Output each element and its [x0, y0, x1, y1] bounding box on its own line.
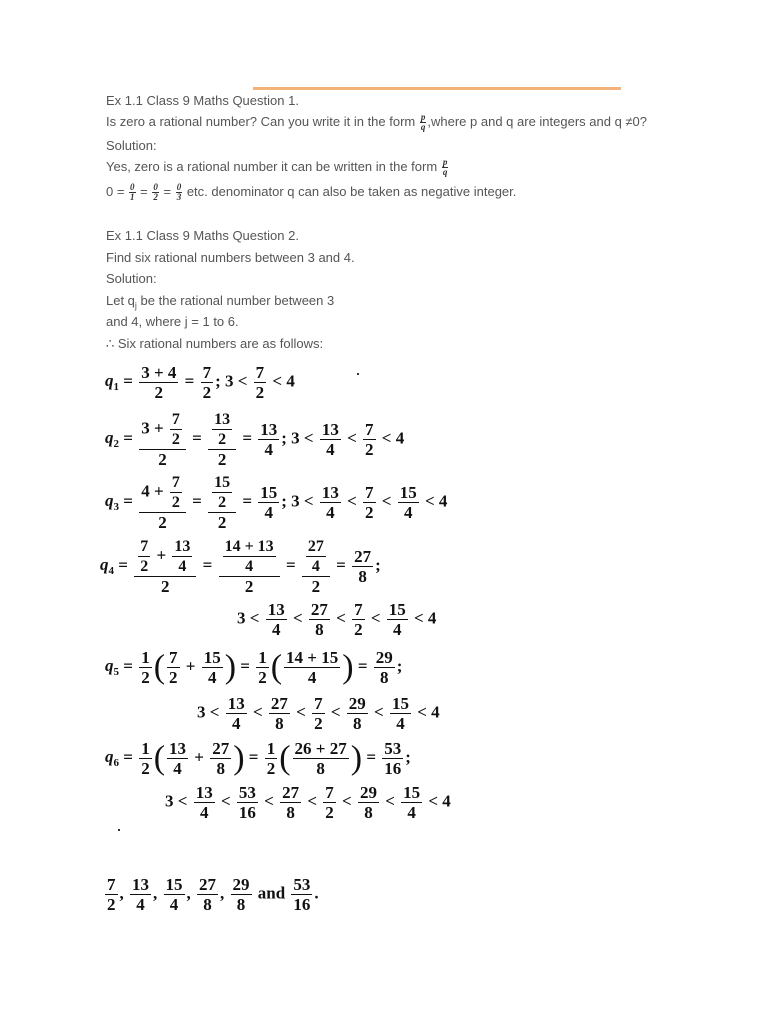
equation-q4: $q_4$ = $\frac{7}{2}$ + $\frac{13}{4}$ 2 = $\frac{\frac{14 + 13}{4}}{2}$ = $\frac{\frac{27}{4}}{2}$ = $\frac{27}{8}$ ; [100, 538, 381, 596]
q2-solution-label: Solution: [106, 271, 157, 286]
equation-q2: $q_2$ = 3 + $\frac{7}{2}$ 2 = $\frac{\frac{13}{2}}{2}$ = $\frac{13}{4}$ ; 3 < $\frac{13}{4}$ < $\frac{7}{2}$ < 4 [105, 411, 405, 469]
answer-fraction: $\frac{53}{16}$ [293, 875, 311, 914]
equation-q5: $q_5$ = $\frac{1}{2}$ ( $\frac{7}{2}$ + $\frac{15}{4}$ ) = $\frac{1}{2}$ ( $\frac{14 + 15}{4}$ ) = $\frac{29}{8}$ ; [105, 648, 403, 687]
q2-question: Find six rational numbers between 3 and 4. [106, 250, 355, 265]
equation-q1: $q_1$ = $\frac{3 + 4}{2}$ = $\frac{7}{2}$ ; 3 < $\frac{7}{2}$ < 4 [105, 363, 295, 402]
q1-example: 0 = $\frac{0}{1}$ = $\frac{0}{2}$ = $\frac{0}{3}$ etc. denominator q can also be taken as negative integer. [106, 182, 517, 203]
and-word: and [253, 883, 290, 903]
q1-solution-label: Solution: [106, 138, 157, 153]
speck-2 [118, 829, 120, 831]
q2-where-line: and 4, where j = 1 to 6. [106, 314, 239, 329]
q2-therefore-line: ∴ Six rational numbers are as follows: [106, 336, 324, 351]
answer-fraction: $\frac{27}{8}$ [199, 875, 216, 914]
q2-title: Ex 1.1 Class 9 Maths Question 2. [106, 228, 299, 243]
q1-answer: Yes, zero is a rational number it can be written in the form $\frac{p}{q}$ [106, 157, 448, 178]
answer-fraction: $\frac{15}{4}$ [165, 875, 183, 914]
speck [357, 373, 359, 375]
header-rule [253, 87, 621, 90]
equation-q6: $q_6$ = $\frac{1}{2}$ ( $\frac{13}{4}$ + $\frac{27}{8}$ ) = $\frac{1}{2}$ ( $\frac{26 + 27}{8}$ ) = $\frac{53}{16}$ ; [105, 739, 411, 778]
q1-question: Is zero a rational number? Can you write it in the form $\frac{p}{q}$ ,where p and q are integers and q ≠0? [106, 112, 648, 133]
answer-fraction: $\frac{7}{2}$ [107, 875, 116, 914]
inequality-q6: 3 < $\frac{13}{4}$ < $\frac{53}{16}$ < $\frac{27}{8}$ < $\frac{7}{2}$ < $\frac{29}{8}$ < $\frac{15}{4}$ < 4 [165, 783, 451, 822]
answer-fraction: $\frac{29}{8}$ [232, 875, 250, 914]
equation-q3: $q_3$ = 4 + $\frac{7}{2}$ 2 = $\frac{\frac{15}{2}}{2}$ = $\frac{15}{4}$ ; 3 < $\frac{13}{4}$ < $\frac{7}{2}$ < $\frac{15}{4}$ < 4 [105, 474, 448, 532]
inequality-q5: 3 < $\frac{13}{4}$ < $\frac{27}{8}$ < $\frac{7}{2}$ < $\frac{29}{8}$ < $\frac{15}{4}$ < 4 [197, 694, 440, 733]
q1-title: Ex 1.1 Class 9 Maths Question 1. [106, 93, 299, 108]
inequality-q4: 3 < $\frac{13}{4}$ < $\frac{27}{8}$ < $\frac{7}{2}$ < $\frac{15}{4}$ < 4 [237, 600, 437, 639]
final-answer-list: $\frac{7}{2}$ , $\frac{13}{4}$ , $\frac{15}{4}$ , $\frac{27}{8}$ , $\frac{29}{8}$ and $\frac{53}{16}$ . [107, 875, 319, 914]
q2-let-line: Let $q_j$ be the rational number between 3 [106, 293, 335, 311]
answer-fraction: $\frac{13}{4}$ [132, 875, 149, 914]
